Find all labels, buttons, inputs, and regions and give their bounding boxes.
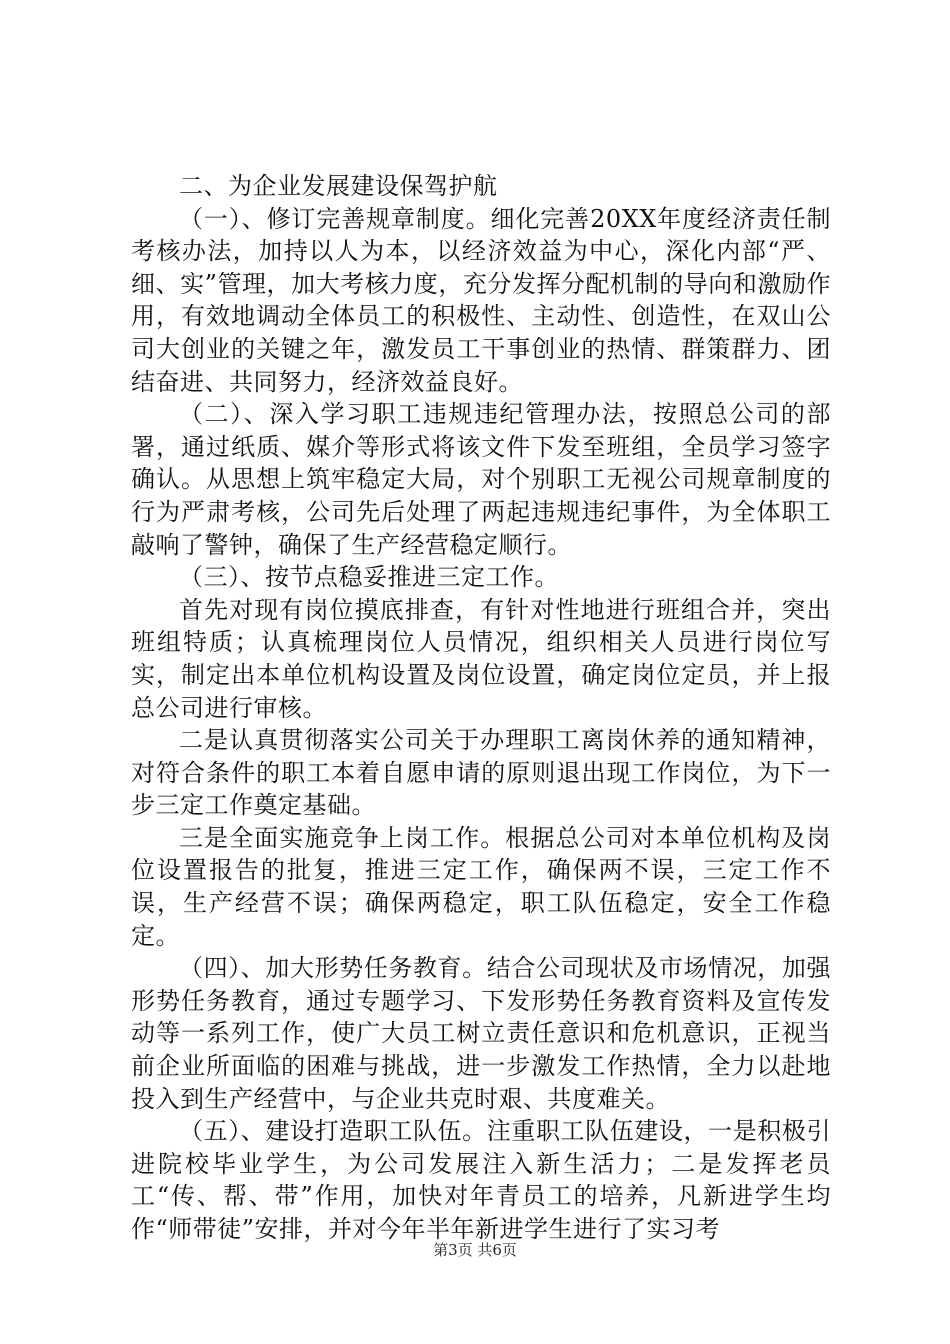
paragraph-1: （一）、修订完善规章制度。细化完善20XX年度经济责任制考核办法，加持以人为本，以经济效益为中心，深化内部“严、细、实”管理，加大考核力度，充分发挥分配机制的导向和激励作用，有效地调动全体员工的积极性、主动性、创造性，在双山公司大创业的关键之年，激发员工干事创业的热情、群策群力、团结奋进、共同努力，经济效益良好。 bbox=[131, 204, 831, 396]
paragraph-5: 二是认真贯彻落实公司关于办理职工离岗休养的通知精神，对符合条件的职工本着自愿申请的原则退出现工作岗位，为下一步三定工作奠定基础。 bbox=[131, 726, 831, 820]
page-number-footer: 第3页 共6页 bbox=[433, 1241, 517, 1259]
paragraph-3: （三）、按节点稳妥推进三定工作。 bbox=[179, 563, 559, 592]
paragraph-8: （五）、建设打造职工队伍。注重职工队伍建设，一是积极引进院校毕业学生，为公司发展注入新生活力；二是发挥老员工“传、帮、带”作用，加快对年青员工的培养，凡新进学生均作“师带徒”安排，并对今年半年新进学生进行了实习考 bbox=[131, 1117, 831, 1243]
paragraph-7: （四）、加大形势任务教育。结合公司现状及市场情况，加强形势任务教育，通过专题学习、下发形势任务教育资料及宣传发动等一系列工作，使广大员工树立责任意识和危机意识，正视当前企业所面临的困难与挑战，进一步激发工作热情，全力以赴地投入到生产经营中，与企业共克时艰、共度难关。 bbox=[131, 954, 831, 1113]
section-heading: 二、为企业发展建设保驾护航 bbox=[179, 172, 498, 200]
paragraph-2: （二）、深入学习职工违规违纪管理办法，按照总公司的部署，通过纸质、媒介等形式将该文件下发至班组，全员学习签字确认。从思想上筑牢稳定大局，对个别职工无视公司规章制度的行为严肃考核，公司先后处理了两起违规违纪事件，为全体职工敲响了警钟，确保了生产经营稳定顺行。 bbox=[131, 400, 831, 559]
paragraph-4: 首先对现有岗位摸底排查，有针对性地进行班组合并，突出班组特质；认真梳理岗位人员情况，组织相关人员进行岗位写实，制定出本单位机构设置及岗位设置，确定岗位定员，并上报总公司进行审核。 bbox=[131, 595, 831, 722]
paragraph-6: 三是全面实施竞争上岗工作。根据总公司对本单位机构及岗位设置报告的批复，推进三定工作，确保两不误，三定工作不误，生产经营不误；确保两稳定，职工队伍稳定，安全工作稳定。 bbox=[131, 823, 831, 950]
document-body bbox=[131, 170, 831, 1246]
